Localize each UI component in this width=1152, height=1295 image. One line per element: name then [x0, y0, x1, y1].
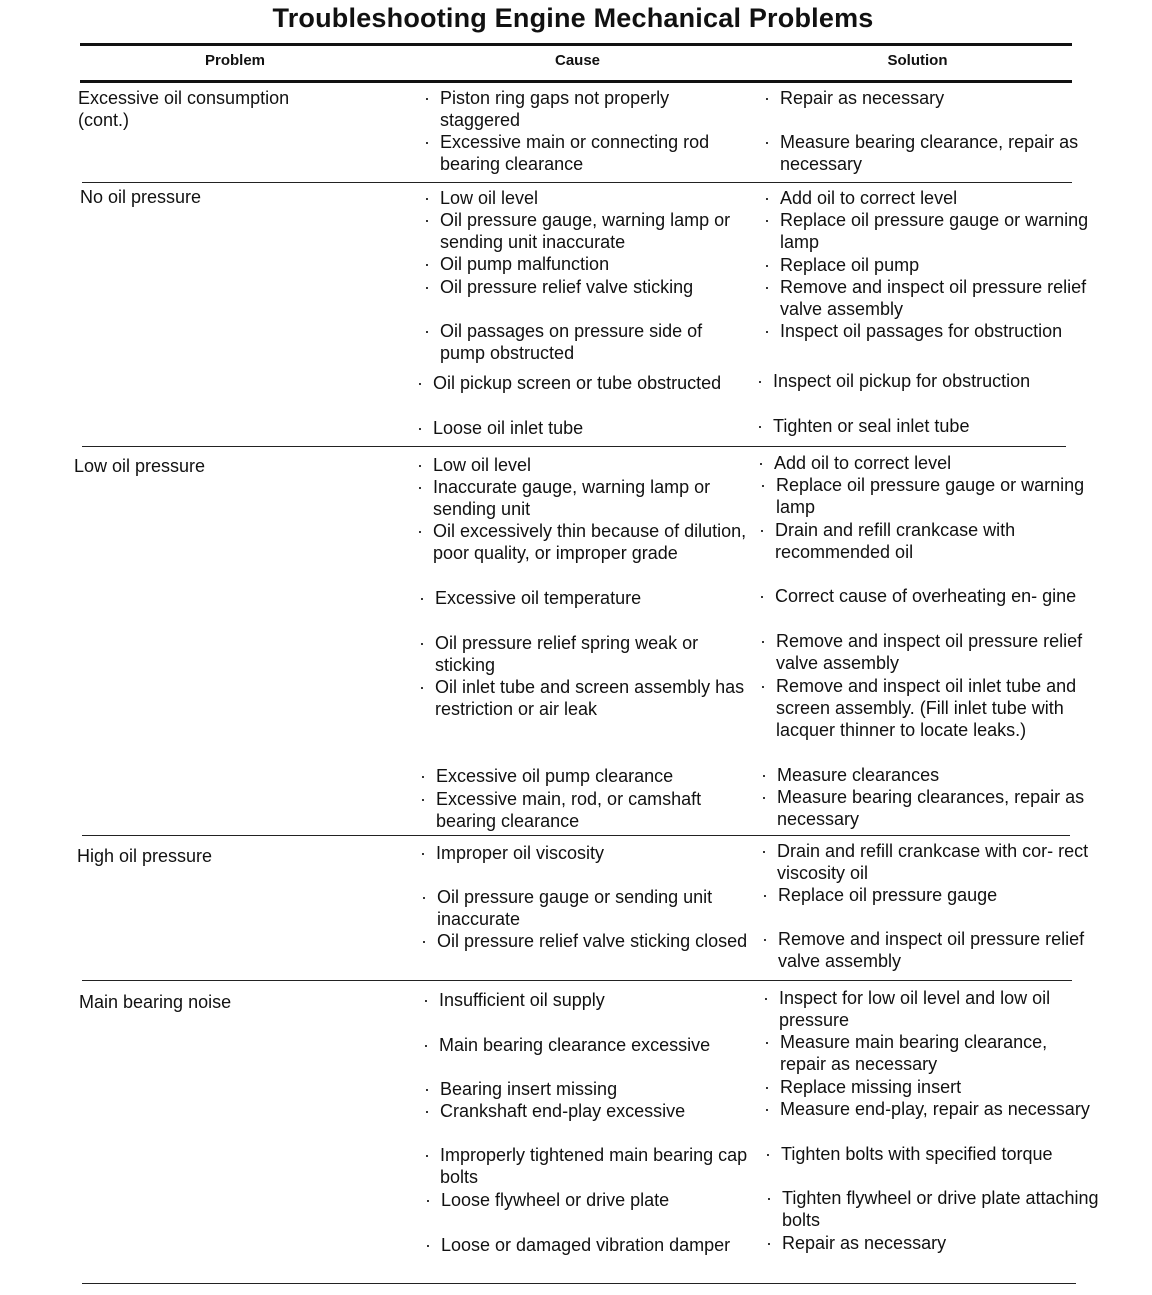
bullet-icon: ·: [417, 373, 423, 393]
solution-text: Measure clearances: [777, 765, 940, 785]
bullet-icon: ·: [760, 631, 766, 651]
solution-text: Inspect for low oil level and low oil pressure: [779, 988, 1051, 1030]
cause-text: Low oil level: [440, 188, 539, 208]
cause-text: Oil pump malfunction: [440, 254, 610, 274]
cause-text: Excessive oil pump clearance: [436, 766, 674, 786]
solution-item: [756, 474, 1094, 518]
solution-item: [755, 519, 1093, 563]
cause-item: [420, 187, 750, 209]
bullet-icon: ·: [420, 766, 426, 786]
page-title: Troubleshooting Engine Mechanical Problems: [272, 3, 874, 33]
solution-text: Add oil to correct level: [774, 453, 952, 473]
bullet-icon: ·: [424, 210, 430, 230]
solution-text: Remove and inspect oil pressure relief valve assembly: [778, 929, 1085, 971]
cause-item: [421, 1189, 761, 1211]
solution-text: Inspect oil passages for obstruction: [780, 321, 1063, 341]
bullet-icon: ·: [759, 520, 765, 540]
bullet-icon: ·: [764, 188, 770, 208]
problem-cell: High oil pressure: [77, 846, 213, 866]
solution-item: [753, 415, 1093, 437]
bullet-icon: ·: [762, 929, 768, 949]
solution-item: [758, 928, 1096, 972]
cause-text: Oil pressure gauge, warning lamp or sending unit inaccurate: [440, 210, 731, 252]
bullet-icon: ·: [417, 477, 423, 497]
bullet-icon: ·: [424, 321, 430, 341]
cause-item: [415, 587, 755, 609]
solution-text: Remove and inspect oil pressure relief valve assembly: [776, 631, 1083, 673]
cause-text: Piston ring gaps not properly staggered: [440, 88, 670, 130]
solution-item: [760, 320, 1095, 342]
cause-text: Improperly tightened main bearing cap bolts: [440, 1145, 748, 1187]
bullet-icon: ·: [424, 1145, 430, 1165]
bullet-icon: ·: [424, 254, 430, 274]
cause-item: [421, 1234, 761, 1256]
cause-text: Oil pickup screen or tube obstructed: [433, 373, 722, 393]
bullet-icon: ·: [764, 88, 770, 108]
solution-text: Drain and refill crankcase with recommended oil: [775, 520, 1016, 562]
bullet-icon: ·: [421, 887, 427, 907]
solution-text: Repair as necessary: [782, 1233, 947, 1253]
solution-text: Add oil to correct level: [780, 188, 958, 208]
solution-text: Tighten or seal inlet tube: [773, 416, 970, 436]
column-header-problem: Problem: [204, 52, 265, 69]
solution-item: [753, 370, 1093, 392]
solution-item: [756, 675, 1094, 741]
bullet-icon: ·: [424, 1079, 430, 1099]
solution-item: [759, 987, 1097, 1031]
cause-text: Loose flywheel or drive plate: [441, 1190, 670, 1210]
bullet-icon: ·: [762, 885, 768, 905]
bullet-icon: ·: [764, 1077, 770, 1097]
bullet-icon: ·: [420, 843, 426, 863]
cause-text: Main bearing clearance excessive: [439, 1035, 711, 1055]
cause-text: Low oil level: [433, 455, 532, 475]
solution-item: [757, 840, 1095, 884]
cause-text: Oil pressure relief valve sticking closed: [437, 931, 748, 951]
bullet-icon: ·: [761, 841, 767, 861]
solution-text: Remove and inspect oil pressure relief valve assembly: [780, 277, 1087, 319]
cause-text: Insufficient oil supply: [439, 990, 605, 1010]
cause-item: [420, 87, 750, 131]
solution-item: [760, 1031, 1098, 1075]
solution-item: [760, 87, 1095, 109]
cause-text: Oil pressure gauge or sending unit inaccurate: [437, 887, 713, 929]
bullet-icon: ·: [424, 277, 430, 297]
bullet-icon: ·: [758, 453, 764, 473]
cause-item: [415, 632, 755, 676]
cause-item: [420, 1100, 760, 1122]
cause-item: [419, 989, 759, 1011]
solution-item: [760, 1098, 1098, 1120]
bullet-icon: ·: [420, 789, 426, 809]
cause-item: [417, 930, 757, 952]
cause-item: [413, 372, 743, 394]
cause-item: [420, 320, 750, 364]
bullet-icon: ·: [764, 1099, 770, 1119]
solution-item: [762, 1187, 1100, 1231]
cause-item: [413, 417, 743, 439]
cause-text: Loose oil inlet tube: [433, 418, 584, 438]
bullet-icon: ·: [419, 588, 425, 608]
column-header-solution: Solution: [887, 52, 948, 69]
bullet-icon: ·: [760, 676, 766, 696]
bullet-icon: ·: [764, 255, 770, 275]
bullet-icon: ·: [764, 1032, 770, 1052]
bullet-icon: ·: [764, 210, 770, 230]
solution-text: Measure main bearing clearance, repair as necessary: [780, 1032, 1048, 1074]
bullet-icon: ·: [764, 132, 770, 152]
bullet-icon: ·: [419, 633, 425, 653]
solution-text: Drain and refill crankcase with cor- rect viscosity oil: [777, 841, 1089, 883]
bullet-icon: ·: [425, 1235, 431, 1255]
solution-text: Tighten bolts with specified torque: [781, 1144, 1053, 1164]
cause-text: Oil pressure relief valve sticking: [440, 277, 694, 297]
solution-text: Replace oil pump: [780, 255, 920, 275]
row-separator: [82, 835, 1070, 836]
bullet-icon: ·: [424, 1101, 430, 1121]
column-header-cause: Cause: [554, 52, 601, 69]
solution-text: Inspect oil pickup for obstruction: [773, 371, 1031, 391]
problem-cell: Low oil pressure: [74, 456, 206, 476]
solution-item: [758, 884, 1096, 906]
bullet-icon: ·: [760, 475, 766, 495]
solution-item: [760, 254, 1095, 276]
row-separator: [82, 1283, 1076, 1284]
cause-item: [413, 476, 753, 520]
bullet-icon: ·: [757, 371, 763, 391]
solution-item: [761, 1143, 1099, 1165]
cause-item: [420, 1144, 760, 1188]
bullet-icon: ·: [763, 988, 769, 1008]
row-separator: [82, 446, 1066, 447]
solution-text: Tighten flywheel or drive plate attaching bolts: [782, 1188, 1099, 1230]
cause-item: [416, 788, 756, 832]
cause-item: [420, 1078, 760, 1100]
solution-text: Replace missing insert: [780, 1077, 962, 1097]
bullet-icon: ·: [765, 1144, 771, 1164]
solution-item: [754, 452, 1092, 474]
bullet-icon: ·: [423, 990, 429, 1010]
solution-item: [757, 764, 1095, 786]
cause-text: Oil excessively thin because of dilution, poor quality, or improper grade: [433, 521, 747, 563]
cause-item: [413, 454, 753, 476]
problem-cell: Excessive oil consumption (cont.): [78, 88, 290, 130]
solution-item: [760, 187, 1095, 209]
row-separator: [82, 182, 1072, 183]
solution-item: [756, 630, 1094, 674]
solution-text: Replace oil pressure gauge or warning lamp: [776, 475, 1085, 517]
cause-text: Oil passages on pressure side of pump obstructed: [440, 321, 703, 363]
row-separator: [82, 980, 1072, 981]
bullet-icon: ·: [764, 277, 770, 297]
cause-item: [415, 676, 755, 720]
cause-text: Loose or damaged vibration damper: [441, 1235, 731, 1255]
bullet-icon: ·: [766, 1233, 772, 1253]
solution-text: Repair as necessary: [780, 88, 945, 108]
bullet-icon: ·: [417, 455, 423, 475]
cause-text: Oil inlet tube and screen assembly has restriction or air leak: [435, 677, 745, 719]
solution-item: [760, 209, 1095, 253]
solution-item: [760, 276, 1095, 320]
bullet-icon: ·: [424, 132, 430, 152]
bullet-icon: ·: [424, 188, 430, 208]
cause-item: [416, 842, 756, 864]
cause-text: Oil pressure relief spring weak or sticking: [435, 633, 699, 675]
bullet-icon: ·: [757, 416, 763, 436]
cause-text: Inaccurate gauge, warning lamp or sending unit: [433, 477, 711, 519]
cause-item: [420, 276, 750, 298]
cause-item: [420, 131, 750, 175]
solution-item: [755, 585, 1093, 607]
solution-text: Measure bearing clearance, repair as necessary: [780, 132, 1079, 174]
cause-item: [416, 765, 756, 787]
bullet-icon: ·: [421, 931, 427, 951]
bullet-icon: ·: [766, 1188, 772, 1208]
solution-item: [760, 1076, 1098, 1098]
cause-item: [420, 209, 750, 253]
bullet-icon: ·: [761, 765, 767, 785]
bullet-icon: ·: [419, 677, 425, 697]
cause-text: Excessive main, rod, or camshaft bearing clearance: [436, 789, 702, 831]
cause-item: [419, 1034, 759, 1056]
solution-text: Measure bearing clearances, repair as necessary: [777, 787, 1085, 829]
solution-text: Replace oil pressure gauge: [778, 885, 998, 905]
problem-cell: No oil pressure: [80, 187, 202, 207]
bullet-icon: ·: [423, 1035, 429, 1055]
problem-cell: Main bearing noise: [79, 992, 232, 1012]
cause-text: Bearing insert missing: [440, 1079, 618, 1099]
bullet-icon: ·: [761, 787, 767, 807]
solution-text: Measure end-play, repair as necessary: [780, 1099, 1090, 1119]
cause-text: Excessive oil temperature: [435, 588, 642, 608]
bullet-icon: ·: [424, 88, 430, 108]
cause-text: Improper oil viscosity: [436, 843, 605, 863]
bullet-icon: ·: [417, 521, 423, 541]
solution-item: [760, 131, 1095, 175]
bullet-icon: ·: [417, 418, 423, 438]
solution-text: Correct cause of overheating en- gine: [775, 586, 1077, 606]
bullet-icon: ·: [759, 586, 765, 606]
bullet-icon: ·: [764, 321, 770, 341]
cause-item: [413, 520, 753, 564]
bullet-icon: ·: [425, 1190, 431, 1210]
solution-text: Replace oil pressure gauge or warning lamp: [780, 210, 1089, 252]
cause-item: [420, 253, 750, 275]
cause-item: [417, 886, 757, 930]
solution-item: [762, 1232, 1100, 1254]
cause-text: Excessive main or connecting rod bearing clearance: [440, 132, 710, 174]
cause-text: Crankshaft end-play excessive: [440, 1101, 686, 1121]
solution-text: Remove and inspect oil inlet tube and screen assembly. (Fill inlet tube with lacquer thinner to locate leaks.): [776, 676, 1077, 740]
solution-item: [757, 786, 1095, 830]
